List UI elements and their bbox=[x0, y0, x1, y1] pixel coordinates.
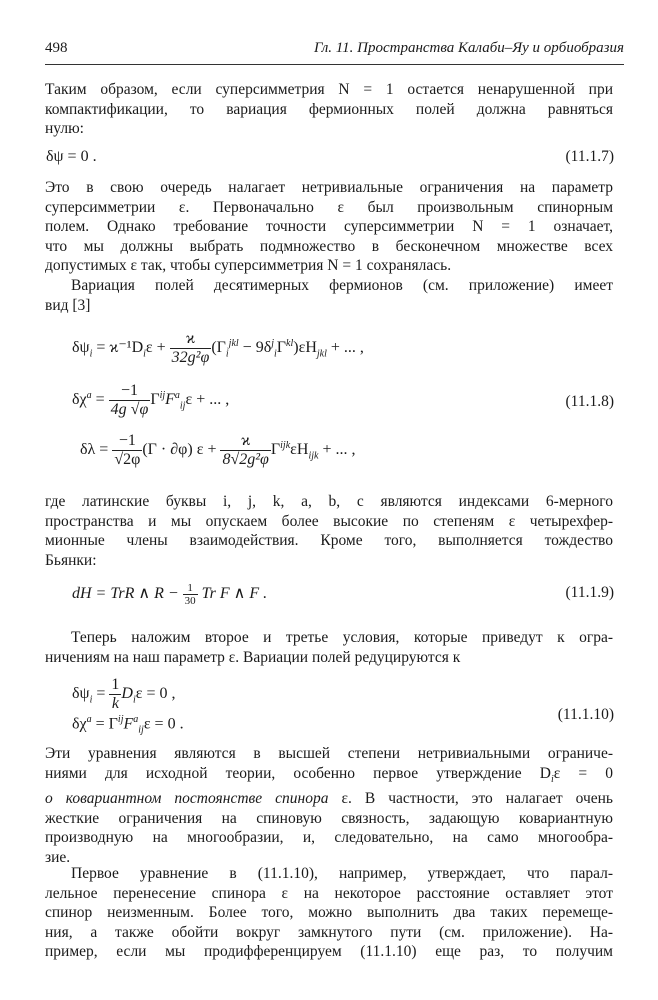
equation-number: (11.1.7) bbox=[565, 148, 614, 165]
running-title: Гл. 11. Пространства Калаби–Яу и орбиобразия bbox=[313, 40, 624, 56]
equation-11-1-10-line-1: $\delta\psi_i$ = $\frac{1}{k}$ $D_i\varepsilon = 0$ , bbox=[72, 676, 176, 712]
equation-11-1-8-line-1: $\delta\psi_i = ϰ^{-1}D_i\varepsilon$ + $\frac{ϰ}{\text{32g²φ}}$ $(\Gamma_i^{jkl} - 9\delta^j_i\Gamma^{kl})\varepsilon H_{jkl}$ + ... , bbox=[72, 330, 364, 366]
text-line: Бьянки: bbox=[45, 551, 97, 569]
text-line: где латинские буквы i, j, k, a, b, c являются индексами 6-мерного bbox=[45, 493, 613, 510]
text-line: Вариация полей десятимерных фермионов (см. приложение) имеет bbox=[71, 277, 613, 294]
text-line: о ковариантном постоянстве спинора ε. В частности, это налагает очень bbox=[45, 790, 613, 808]
paragraph-6 bbox=[45, 744, 613, 868]
text-line: допустимых ε так, чтобы суперсимметрия N = 1 сохранялась. bbox=[45, 257, 452, 275]
text-line: нулю: bbox=[45, 120, 84, 138]
text-line: мионные члены взаимодействия. Кроме того, выполняется тождество bbox=[45, 532, 613, 550]
text-line: ния, а также обойти вокруг замкнутого пути (см. приложение). На- bbox=[45, 923, 613, 941]
equation-number: (11.1.8) bbox=[565, 393, 614, 410]
text-line: Эти уравнения являются в высшей степени нетривиальными ограниче- bbox=[45, 745, 613, 762]
text-line: что мы должны выбрать подмножество в бесконечном множестве всех bbox=[45, 237, 613, 255]
text-line: ниями для исходной теории, особенно первое утверждение $D_i\varepsilon = 0$ bbox=[45, 764, 613, 785]
equation-number: (11.1.10) bbox=[557, 706, 614, 723]
equation-11-1-9: dH = TrR ∧ R − $\frac{1}{30}$ Tr F ∧ F . bbox=[72, 582, 268, 607]
text-line: суперсимметрии ε. Первоначально ε был произвольным спинорным bbox=[45, 198, 613, 216]
text-line: компактификации, то вариация фермионных полей должна равняться bbox=[45, 100, 613, 118]
equation-11-1-7: δψ = 0 . bbox=[46, 148, 97, 165]
paragraph-5 bbox=[45, 628, 613, 667]
equation-11-1-8-line-3: δλ = $\frac{-1}{√2\varphi}$ (Γ · ∂φ) ε + $\frac{ϰ}{\text{8√2g²φ}}$ $\Gamma^{ijk}\varepsilon H_{ijk}$ + ... , bbox=[80, 432, 356, 468]
page-number: 498 bbox=[45, 40, 68, 56]
paragraph-1 bbox=[45, 80, 613, 139]
text-line: Таким образом, если суперсимметрия N = 1 остается ненарушенной при bbox=[45, 81, 613, 98]
text-line: Первое уравнение в (11.1.10), например, утверждает, что парал- bbox=[71, 865, 613, 882]
header-rule bbox=[45, 64, 624, 65]
text-line: Это в свою очередь налагает нетривиальные ограничения на параметр bbox=[45, 179, 613, 196]
equation-11-1-8-line-2: $\delta\chi^a$ = $\frac{-1}{4g √\varphi}$ $\Gamma^{ij}F^a_{ij}\varepsilon$ + ... , bbox=[72, 382, 230, 418]
text-line: пространства и мы опускаем более высокие по степеням ε четырехфер- bbox=[45, 512, 613, 530]
paragraph-4 bbox=[45, 492, 613, 570]
equation-number: (11.1.9) bbox=[565, 584, 614, 601]
text-line: полем. Однако требование точности суперсимметрии N = 1 означает, bbox=[45, 218, 613, 236]
text-line: Теперь наложим второе и третье условия, которые приведут к огра- bbox=[71, 629, 613, 646]
text-line: ничениям на наш параметр ε. Вариации полей редуцируются к bbox=[45, 648, 461, 666]
text-line: пример, если мы продифференцируем (11.1.10) еще раз, то получим bbox=[45, 943, 613, 961]
running-header bbox=[45, 40, 624, 62]
text-line: спинор неизменным. Более того, можно выполнить два таких перемеще- bbox=[45, 904, 613, 922]
text-line: лельное перенесение спинора ε на некоторое расстояние оставляет этот bbox=[45, 884, 613, 902]
text-line: производную на многообразии, и, следовательно, на само многообра- bbox=[45, 829, 613, 847]
paragraph-2 bbox=[45, 178, 613, 276]
text-line: зие. bbox=[45, 849, 71, 867]
paragraph-3 bbox=[45, 276, 613, 315]
text-line: жесткие ограничения на спиновую связность, задающую ковариантную bbox=[45, 809, 613, 827]
text-line: вид [3] bbox=[45, 296, 91, 314]
equation-11-1-10-line-2: $\delta\chi^a = \Gamma^{ij}F^a_{ij}\varepsilon = 0$ . bbox=[72, 714, 184, 736]
paragraph-7 bbox=[45, 864, 613, 962]
